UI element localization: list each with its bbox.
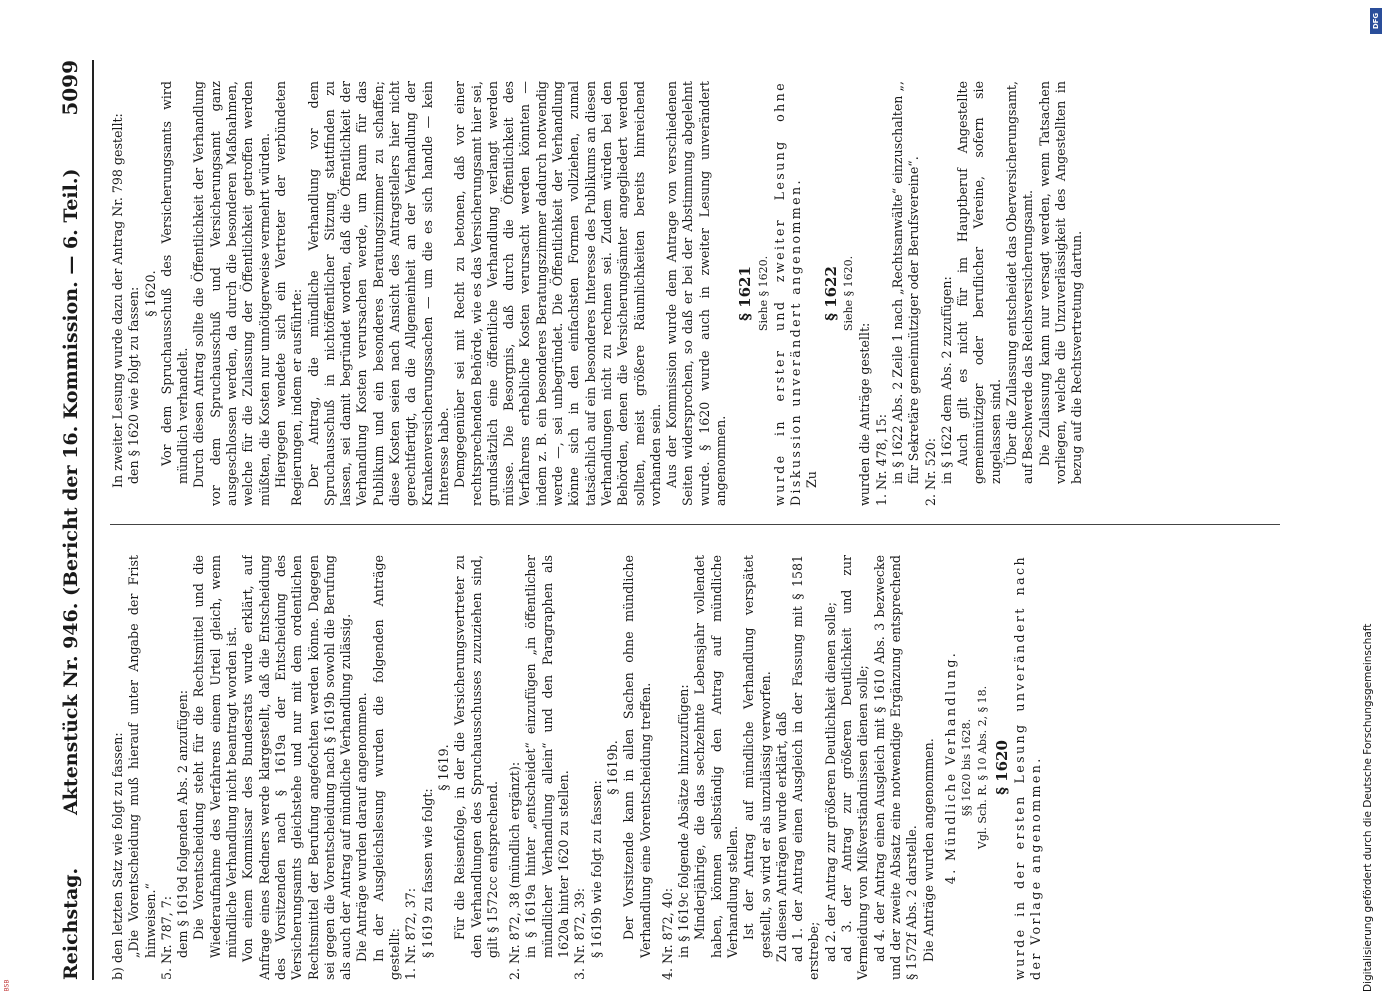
running-head-title: Aktenstück Nr. 946. (Bericht der 16. Kommission. — 6. Teil.) <box>60 168 82 815</box>
text-line: § 1619b wie folgt zu fassen: <box>588 780 604 958</box>
text-line: In der Ausgleichslesung wurden die folgenden Anträge gestellt: <box>370 555 403 980</box>
text-line: „Die Vorentscheidung muß hierauf unter Angabe der Frist hinweisen.“ <box>126 555 158 958</box>
text-line: wurden die Anträge gestellt: <box>857 322 873 506</box>
paragraph-heading: § 1621 <box>736 266 755 321</box>
text-line: § 1619. <box>435 744 451 791</box>
text-line: §§ 1620 bis 1628. <box>960 718 974 817</box>
text-line: wurde in erster und zweiter Lesung ohne Diskussion unverändert angenommen. <box>771 81 804 506</box>
text-line: ad 4. der Antrag einen Ausgleich mit § 1610 Abs. 3 bezwecke und der zweite Absatz eine notwendige Ergänzung entsprechend § 1572f Abs. 2 darstelle. <box>871 555 920 980</box>
text-line: Siehe § 1620. <box>756 255 770 332</box>
text-line: Hiergegen wendete sich ein Vertreter der verbündeten Regierungen, indem er ausführte: <box>272 81 305 506</box>
text-line: in § 1622 dem Abs. 2 zuzufügen: <box>938 276 954 484</box>
text-line: In zweiter Lesung wurde dazu der Antrag Nr. 798 gestellt: <box>110 113 125 488</box>
text-line: Siehe § 1620. <box>842 255 856 332</box>
text-line: Die Zulassung kann nur versagt werden, wenn Tatsachen vorliegen, welche die Unzuverlässigkeit des Angestellten in bezug auf die Rechtsvertretung dartun. <box>1036 81 1085 484</box>
text-line: Aus der Kommission wurde dem Antrage von verschiedenen Seiten widersprochen, so daß er bei der Abstimmung abgelehnt wurde. § 1620 wurde auch in zweiter Lesung unverändert angenommen. <box>664 81 728 506</box>
text-line: ad 2. der Antrag zur größeren Deutlichkeit dienen solle; <box>822 601 838 962</box>
text-line: Der Antrag, die mündliche Verhandlung vor dem Spruchausschuß in nichtöffentlicher Sitzung stattfinden zu lassen, sei damit begründet worden, daß die Öffentlichkeit der Verhandlung Kosten verursachen werde, um Raum für das Publikum und ein besonderes Beratungszimmer zu schaffen; diese Kosten seien nach Ansicht des Antragstellers hier nicht gerechtfertigt, da die Allgemeinheit an der Verhandlung der Krankenversicherungssachen — um die es sich handle — kein Interesse habe. <box>305 81 451 506</box>
dfg-logo: DFG <box>1370 8 1382 34</box>
running-head-left: Reichstag. <box>60 867 82 980</box>
text-line: Die Anträge wurden darauf angenommen. <box>354 692 370 962</box>
text-line: ad 1. der Antrag einen Ausgleich in der Fassung mit § 1581 erstrebe; <box>790 555 822 980</box>
left-column <box>110 555 1290 980</box>
text-line: 2. Nr. 520: <box>922 438 938 506</box>
text-line: Die Vorentscheidung steht für die Rechtsmittel und die Wiederaufnahme des Verfahrens einem Urteil gleich, wenn mündliche Verhandlung nicht beantragt worden ist. <box>191 555 240 958</box>
text-line: Über die Zulassung entscheidet das Oberversicherungsamt, auf Beschwerde das Reichsversicherungsamt. <box>1004 81 1036 484</box>
library-stamp: BSB <box>3 979 11 991</box>
section-heading: 4. Mündliche Verhandlung. <box>942 650 958 885</box>
right-column <box>110 81 1290 506</box>
text-line: 5. Nr. 787, 7: <box>158 896 174 980</box>
column-rule <box>110 524 1280 525</box>
running-head <box>58 60 94 980</box>
text-line: § 1619b. <box>604 740 620 795</box>
text-line: Der Vorsitzende kann in allen Sachen ohne mündliche Verhandlung eine Vorentscheidung treffen. <box>621 555 653 958</box>
digitization-note: Digitalisierung gefördert durch die Deutsche Forschungsgemeinschaft <box>1362 623 1374 992</box>
text-line: 1. Nr. 872, 37: <box>403 888 419 980</box>
text-line: Zu diesen Anträgen wurde erklärt, daß <box>773 712 789 962</box>
text-line: dem § 1619d folgenden Abs. 2 anzufügen: <box>175 689 191 958</box>
scanned-page <box>58 60 1298 980</box>
page-number: 5099 <box>58 60 82 116</box>
text-line: in § 1619a hinter „entscheidet“ einzufügen „in öffentlicher mündlicher Verhandlung allein“ und den Paragraphen als 1620a hinter 1620 zu stellen. <box>523 555 572 958</box>
text-line: Die Anträge wurden angenommen. <box>920 738 936 962</box>
text-line: Vgl. Sch. R. § 10 Abs. 2, § 18. <box>976 685 990 850</box>
text-line: 3. Nr. 872, 39: <box>572 888 588 980</box>
text-line: 2. Nr. 872, 38 (mündlich ergänzt): <box>507 761 523 980</box>
text-line: Ist der Antrag auf mündliche Verhandlung verspätet gestellt, so wird er als unzulässig verworfen. <box>741 555 773 958</box>
text-line: in § 1619c folgende Absätze hinzuzufügen: <box>676 684 692 958</box>
text-line: Minderjährige, die das sechzehnte Lebensjahr vollendet haben, können selbständig den Antrag auf mündliche Verhandlung stellen. <box>692 555 740 958</box>
text-line: Für die Reisenfolge, in der die Versicherungsvertreter zu den Verhandlungen des Spruchausschusses zuzuziehen sind, gilt § 1572cc entsprechend. <box>452 555 500 958</box>
text-line: 4. Nr. 872, 40: <box>659 888 675 980</box>
text-line: Vor dem Spruchausschuß des Versicherungsamts wird mündlich verhandelt. <box>158 81 191 484</box>
text-line: b) den letzten Satz wie folgt zu fassen: <box>110 732 125 980</box>
text-line: § 1620. <box>142 270 158 317</box>
text-line: den § 1620 wie folgt zu fassen: <box>126 286 142 484</box>
text-line: Auch gilt es nicht für im Hauptberuf Angestellte gemeinnütziger oder beruflicher Vereine, sofern sie zugelassen sind. <box>955 81 1003 484</box>
text-line: Durch diesen Antrag sollte die Öffentlichkeit der Verhandlung vor dem Spruchausschuß und Versicherungsamt ganz ausgeschlossen werden, da durch die besonderen Maßnahmen, welche für die Zulassung der Öffentlichkeit getroffen werden müßten, die Kosten nur unnötigerweise vermehrt würden. <box>191 81 272 506</box>
text-line: in § 1622 Abs. 2 Zeile 1 nach „Rechtsanwälte“ einzuschalten „, für Sekretäre gemeinnütziger oder Berufsvereine“. <box>889 81 922 484</box>
text-line: ad 3. der Antrag zur größeren Deutlichkeit und zur Vermeidung von Mißverständnissen dienen solle; <box>839 555 871 980</box>
text-line: wurde in der ersten Lesung unverändert nach der Vorlage angenommen. <box>1012 555 1044 980</box>
text-line: Zu <box>804 471 820 488</box>
text-line: § 1619 zu fassen wie folgt: <box>419 788 435 958</box>
text-line: Von einem Kommissar des Bundesrats wurde erklärt, auf Anfrage eines Redners werde klargestellt, daß die Entscheidung des Vorsitzenden nach § 1619a der Entscheidung des Versicherungsamts gleichstehe und nur mit dem ordentlichen Rechtsmittel der Berufung angefochten werden könne. Dagegen sei gegen die Vorentscheidung nach § 1619b sowohl die Berufung als auch der Antrag auf mündliche Verhandlung zulässig. <box>240 555 354 980</box>
paragraph-heading: § 1622 <box>821 266 840 321</box>
text-line: 1. Nr. 478, 15: <box>873 414 889 506</box>
text-line: Demgegenüber sei mit Recht zu betonen, daß vor einer rechtsprechenden Behörde, wie es das Versicherungsamt hier sei, grundsätzlich eine öffentliche Verhandlung verlangt werden müsse. Die Besorgnis, daß durch die Öffentlichkeit des Verfahrens erhebliche Kosten verursacht werden könnten — indem z. B. ein besonderes Beratungszimmer dadurch notwendig werde —, sei unbegründet. Die Öffentlichkeit der Verhandlung könne sich in den einfachsten Formen vollziehen, zumal tatsächlich auf ein besonderes Interesse des Publikums an diesen Verhandlungen nicht zu rechnen sei. Zudem würden bei den Behörden, denen die Versicherungsämter angegliedert werden sollten, meist größere Räumlichkeiten bereits hinreichend vorhanden sein. <box>452 81 663 506</box>
paragraph-heading: § 1620 <box>992 740 1011 795</box>
